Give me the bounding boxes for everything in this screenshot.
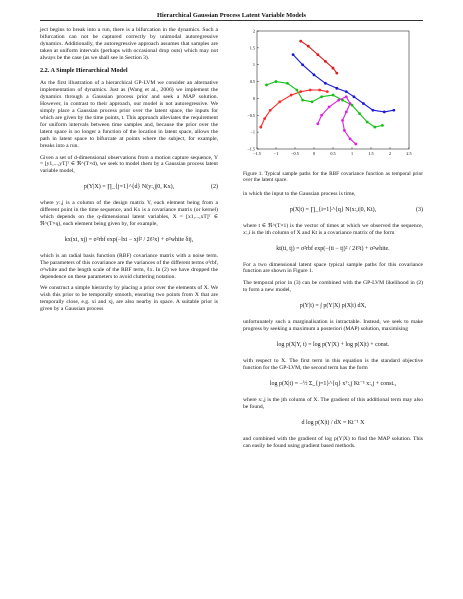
series-point — [286, 82, 289, 85]
series-point — [320, 95, 323, 98]
paragraph: The temporal prior in (3) can be combined with the GP-LVM likelihood in (2) to form a new model, — [243, 280, 423, 294]
series-point — [265, 84, 268, 87]
paragraph: where t ∈ ℜ^(T×1) is the vector of times at which we observed the sequence, x:,i is the ith column of X and Kt is a covariance matrix of the form — [243, 222, 423, 236]
equation-body: kx(xi, xj) = σ²rbf exp(−‖xi − xj‖² / 2ℓ²x) + σ²white δij, — [64, 236, 194, 243]
x-tick-label: 2 — [388, 151, 392, 156]
figure-caption: Figure 1. Typical sample paths for the RBF covariance function as temporal prior over the latent space. — [243, 171, 423, 184]
series-point — [372, 109, 375, 112]
series-point — [328, 105, 331, 108]
paragraph: unfortunately such a marginalisation is intractable. Instead, we seek to make progress by seeking a maximum a posteriori (MAP) solution, maximising — [243, 319, 423, 333]
series-point — [362, 102, 365, 105]
x-tick-label: −1 — [273, 151, 279, 156]
paragraph: in which the input to the Gaussian process is time, — [243, 190, 356, 197]
series-point — [292, 53, 295, 56]
series-point — [313, 73, 316, 76]
equation-3 — [243, 203, 423, 218]
equation-body: kt(ti, tj) = σ²rbf exp(−(ti − tj)² / 2ℓ²t) + σ²white. — [276, 245, 390, 252]
x-tick-label: 1 — [350, 151, 354, 156]
equation-map — [243, 338, 423, 353]
equation-body: p(Y|t) = ∫ p(Y|X) p(X|t) dX, — [299, 303, 367, 310]
equation-body: p(Y|X) = ∏_{j=1}^{d} N(y:,j|0, Kx), — [83, 184, 175, 191]
x-tick-label: 0.5 — [330, 151, 336, 156]
series-point — [320, 114, 323, 117]
series-point — [332, 67, 335, 70]
series-point — [299, 40, 302, 43]
x-tick-label: 2.5 — [406, 151, 412, 156]
x-tick-label: 1.5 — [368, 151, 374, 156]
paragraph: where y:,j is a column of the design matrix Y, each element being from a different point in the time sequence, and Kx is a covariance matrix (or kernel) which depends on the q-dimensional latent variables, X = [x1,...,xT]ᵀ ∈ ℜ^(T×q), each element being given by, for example, — [40, 200, 218, 227]
series-point — [335, 72, 338, 75]
series-point — [354, 143, 357, 146]
y-tick-label: 0.5 — [249, 79, 255, 85]
series-point — [301, 63, 304, 66]
equation-log-prior — [243, 377, 423, 392]
paragraph: ject begins to break into a run, there is a bifurcation in the dynamics. Such a bifurcation can not be captured correctly by unimodal autoregressive dynamics. Additionally, the autoregressive approach assumes that samples are taken at uniform intervals (perhaps with occasional drop outs) which may not always be the case (as we shall see in Section 3). — [40, 27, 218, 61]
figure-1-plot — [239, 27, 419, 167]
series-point — [345, 90, 348, 93]
section-heading: 2.2. A Simple Hierarchical Model — [40, 66, 128, 74]
series-point — [269, 109, 272, 112]
series-line — [261, 90, 328, 127]
series-point — [381, 124, 384, 127]
series-point — [307, 45, 310, 48]
equation-body: log p(X|t) = −½ Σ_{j=1}^{q} xᵀ:,j Kt⁻¹ x:,j + const., — [269, 380, 397, 387]
series-point — [353, 95, 356, 98]
x-tick-label: 0 — [312, 151, 316, 156]
equation-body: log p(X|Y, t) = log p(Y|X) + log p(X|t) + const. — [276, 342, 390, 349]
right-column — [243, 27, 423, 454]
paragraph: with respect to X. The first term in this equation is the standard objective function for the GP-LVM, the second term has the form — [243, 357, 423, 371]
series-point — [373, 126, 376, 129]
series-point — [278, 100, 281, 103]
sample-paths-chart — [239, 27, 419, 167]
series-point — [316, 53, 319, 56]
series-point — [366, 121, 369, 124]
series-point — [383, 111, 386, 114]
series-point — [296, 89, 299, 92]
equation-kernel — [40, 233, 218, 248]
series-point — [299, 90, 302, 93]
y-tick-label: −0.5 — [247, 112, 255, 118]
y-tick-label: −1 — [250, 129, 255, 135]
y-tick-label: 0 — [252, 95, 255, 101]
series-line — [293, 55, 394, 112]
paragraph: Given a set of d-dimensional observations from a motion capture sequence, Y = [y1,...,yT]ᵀ ∈ ℜ^(T×d), we seek to model them by a Gaussian process latent variable model, — [40, 154, 218, 175]
y-tick-label: 2 — [252, 28, 255, 34]
x-tick-label: −0.5 — [291, 151, 299, 156]
series-point — [324, 60, 327, 63]
series-point — [326, 90, 329, 93]
series-point — [335, 87, 338, 90]
series-point — [275, 80, 278, 83]
series-point — [332, 94, 335, 97]
series-point — [263, 117, 266, 120]
x-tick-label: −1.5 — [253, 151, 261, 156]
series-point — [311, 100, 314, 103]
y-tick-label: 1.5 — [249, 45, 255, 51]
paragraph: which is an radial basis function (RBF) covariance matrix with a noise term. The parameters of this covariance are the variances of the different terms σ²rbf, σ²white and the length scale of the RBF term, ℓx. In (2) we have dropped the dependence on these parameters to avoid cluttering notation. — [40, 252, 218, 280]
paragraph: where x:,j is the jth column of X. The gradient of this additional term may also be found, — [243, 396, 423, 410]
running-header: Hierarchical Gaussian Process Latent Variable Models — [40, 12, 423, 21]
equation-number: (2) — [211, 184, 218, 191]
series-point — [345, 95, 348, 98]
series-point — [316, 122, 319, 125]
series-point — [318, 89, 321, 92]
series-point — [337, 99, 340, 102]
equation-time-kernel — [243, 242, 423, 257]
series-point — [259, 126, 262, 129]
paragraph: For a two dimensional latent space typical sample paths for this covariance function are shown in Figure 1. — [243, 261, 423, 275]
paragraph: We construct a simple hierarchy by placing a prior over the elements of X. We wish this prior to be temporally smooth, ensuring two points from X that are temporally close, e.g. xi and xj, are also nearby in space. A suitable prior is given by a Gaussian process — [40, 285, 218, 313]
series-point — [324, 82, 327, 85]
equation-body: p(X|t) = ∏_{i=1}^{q} N(x:,i|0, Kt), — [289, 206, 377, 213]
left-column — [40, 27, 218, 318]
series-point — [309, 89, 312, 92]
paragraph: and combined with the gradient of log p(Y|X) to find the MAP solution. This can easily be found using gradient based methods. — [243, 435, 423, 449]
paragraph: As the first illustration of a hierarchical GP-LVM we consider an alternative implementation of dynamics. Just as (Wang et al., 2006) we implement the dynamics through a Gaussian process prior and seek a MAP solution. However, in contrast to their approach, our model is not autoregressive. We simply place a Gaussian process prior over the latent space, the inputs for which are given by the time points, t. This approach alleviates the requirement for uniform intervals between time samples and, because the prior over the latent space is no longer a function of the location in latent space, allows the path in latent space to bifurcate at points where the subject, for example, breaks into a run. — [40, 80, 218, 149]
series-point — [301, 99, 304, 102]
series-point — [290, 94, 293, 97]
equation-marginal — [243, 299, 423, 314]
series-point — [349, 102, 352, 105]
series-point — [358, 112, 361, 115]
series-point — [343, 129, 346, 132]
series-point — [345, 111, 348, 114]
equation-gradient — [243, 416, 423, 431]
series-point — [349, 137, 352, 140]
equation-2 — [40, 180, 218, 195]
series-point — [341, 119, 344, 122]
y-tick-label: 1 — [252, 62, 255, 68]
equation-number: (3) — [416, 206, 423, 213]
series-point — [392, 109, 395, 112]
equation-body: d log p(X|t) / dX = Kt⁻¹ X — [301, 419, 365, 426]
plot-frame — [257, 31, 409, 149]
y-tick-label: −1.5 — [247, 146, 255, 152]
